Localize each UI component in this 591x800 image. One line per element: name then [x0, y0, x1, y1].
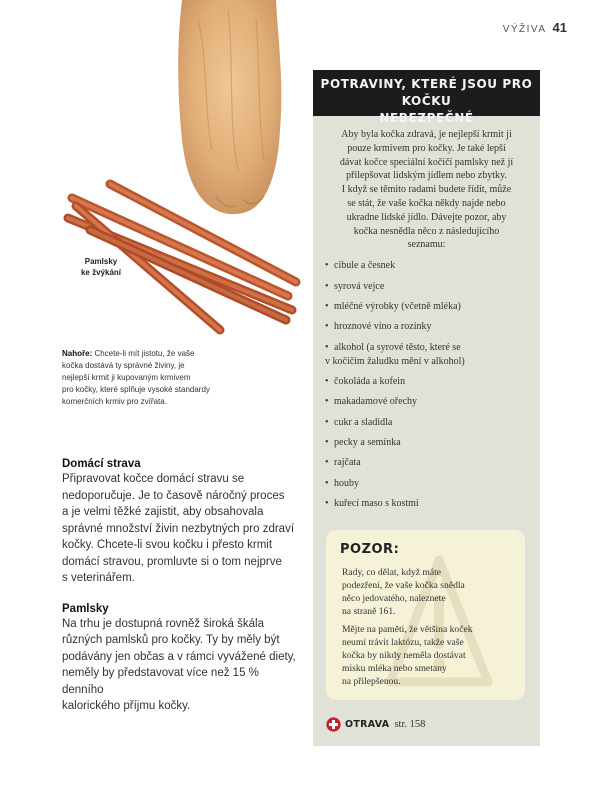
caption-line: Chcete-li mít jistotu, že vaše [92, 349, 195, 358]
warning-line: podezření, že vaše kočka snědla [342, 580, 465, 591]
homemade-food-paragraph [62, 471, 302, 587]
list-item-text: pecky a semínka [334, 437, 401, 449]
text-line: podávány jen občas a v rámci vyvážené diety, [62, 650, 296, 663]
bullet: • [325, 300, 329, 312]
list-item [325, 416, 528, 430]
text-line: Připravovat kočce domácí stravu se [62, 473, 245, 485]
intro-line: Aby byla kočka zdravá, je nejlepší krmit ji [341, 129, 512, 140]
bullet: • [325, 416, 329, 428]
text-line: domácí stravou, promluvte si o tom nejprve [62, 555, 282, 568]
list-item-text: čokoláda a kofein [334, 375, 406, 387]
warning-box [326, 530, 525, 700]
list-item [325, 477, 528, 491]
caption-line: nejlepší krmit ji kupovaným krmivem [62, 373, 191, 382]
list-item [325, 436, 528, 450]
list-item-text: mléčné výrobky (včetně mléka) [334, 300, 461, 312]
intro-line: ukradne lidské jídlo. Dávejte pozor, aby [346, 211, 507, 223]
list-item [325, 300, 528, 314]
intro-line: pouze krmivem pro kočky. Je také lepší [347, 142, 506, 154]
warning-line: misku mléka nebo smetany [342, 663, 447, 674]
list-item-text: cukr a sladidla [334, 416, 393, 428]
warning-text [342, 566, 518, 688]
bullet: • [325, 260, 329, 272]
bullet: • [325, 498, 329, 510]
intro-line: seznamu: [407, 239, 446, 251]
list-item-text: hroznové víno a rozinky [334, 321, 432, 333]
cross-reference-poisoning[interactable] [326, 717, 425, 732]
text-line: správné množství živin nezbytných pro zdraví [62, 522, 295, 535]
warning-line: Rady, co dělat, když máte [342, 567, 442, 578]
list-item-text: syrová vejce [334, 280, 385, 292]
panel-title-line: NEBEZPEČNÉ [379, 111, 474, 125]
intro-line: dávat kočce speciální kočičí pamlsky než jí [339, 156, 514, 168]
treat-photo-label-line: Pamlsky [84, 257, 118, 266]
section-heading-treats: Pamlsky [62, 602, 109, 615]
warning-line: Mějte na paměti, že většina koček [342, 624, 473, 635]
list-item [325, 341, 528, 369]
warning-line: kočka by nikdy neměla dostávat [342, 650, 466, 661]
cross-reference-page: str. 158 [394, 719, 426, 730]
left-column [62, 458, 302, 715]
warning-line: na straně 161. [342, 606, 396, 617]
list-item-text: alkohol (a syrové těsto, které se [334, 341, 461, 353]
page-number: 41 [552, 20, 567, 35]
list-item-text: makadamové ořechy [334, 396, 418, 408]
warning-title: POZOR: [340, 542, 400, 557]
list-item-text: houby [334, 477, 359, 489]
panel-intro [325, 128, 528, 252]
photo-caption [62, 348, 237, 408]
intro-line: se stát, že vaše kočka někdy najde nebo [347, 197, 506, 209]
list-item [325, 259, 528, 273]
bullet: • [325, 321, 329, 333]
warning-line: něco jedovatého, naleznete [342, 593, 446, 604]
caption-line: komerčních krmiv pro zvířata. [62, 397, 167, 406]
bullet: • [325, 437, 329, 449]
bullet: • [325, 457, 329, 469]
caption-line: kočka dostává ty správné živiny, je [62, 361, 185, 370]
treat-photo-label-line: ke žvýkání [80, 268, 122, 277]
dangerous-foods-list [325, 259, 528, 511]
caption-lead: Nahoře: [62, 349, 93, 358]
text-line: různých pamlsků pro kočky. Ty by měly být [62, 634, 280, 646]
text-line: nedoporučuje. Je to časově náročný proces [62, 489, 285, 502]
section-name: VÝŽIVA [502, 24, 547, 35]
list-item [325, 497, 528, 511]
text-line: neměly by představovat více než 15 % denního [62, 667, 259, 696]
text-line: Na trhu je dostupná rovněž široká škála [62, 617, 264, 630]
list-item [325, 395, 528, 409]
bullet: • [325, 396, 329, 408]
cross-reference-label: OTRAVA [345, 719, 390, 730]
bullet: • [325, 341, 329, 353]
list-item-text: kuřecí maso s kostmi [334, 498, 419, 510]
intro-line: I když se těmito radami budete řídit, může [341, 184, 512, 196]
bullet: • [325, 280, 329, 292]
panel-title [313, 70, 540, 125]
list-item-text: cibule a česnek [334, 260, 396, 272]
section-heading-homemade-food: Domácí strava [62, 458, 141, 470]
first-aid-cross-icon [326, 717, 341, 732]
list-item [325, 320, 528, 334]
warning-line: na přilepšenou. [342, 676, 401, 687]
treats-paragraph [62, 616, 302, 715]
intro-line: kočka nesnědla něco z následujícího [353, 225, 500, 237]
list-item [325, 375, 528, 389]
warning-paragraph [342, 566, 518, 618]
warning-paragraph [342, 623, 518, 688]
text-line: kalorického příjmu kočky. [62, 700, 191, 712]
list-item-text: v kočičím žaludku mění v alkohol) [325, 355, 465, 367]
list-item [325, 280, 528, 294]
list-item [325, 456, 528, 470]
panel-title-line: POTRAVINY, KTERÉ JSOU PRO KOČKU [320, 77, 533, 108]
warning-line: neumí trávit laktózu, takže vaše [342, 637, 464, 648]
caption-line: pro kočky, které splňuje vysoké standardy [62, 385, 210, 394]
bullet: • [325, 375, 329, 387]
text-line: a je velmi těžké zajistit, aby obsahovala [62, 506, 264, 518]
panel-body [313, 116, 540, 511]
running-head [503, 20, 567, 35]
text-line: s veterinářem. [62, 572, 135, 584]
intro-line: přilepšovat lidským jídlem nebo zbytky. [346, 170, 507, 182]
text-line: kočky. Chcete-li svou kočku i přesto krmit [62, 539, 273, 551]
list-item-text: rajčata [334, 457, 361, 469]
treat-photo-label [70, 256, 132, 278]
bullet: • [325, 477, 329, 489]
